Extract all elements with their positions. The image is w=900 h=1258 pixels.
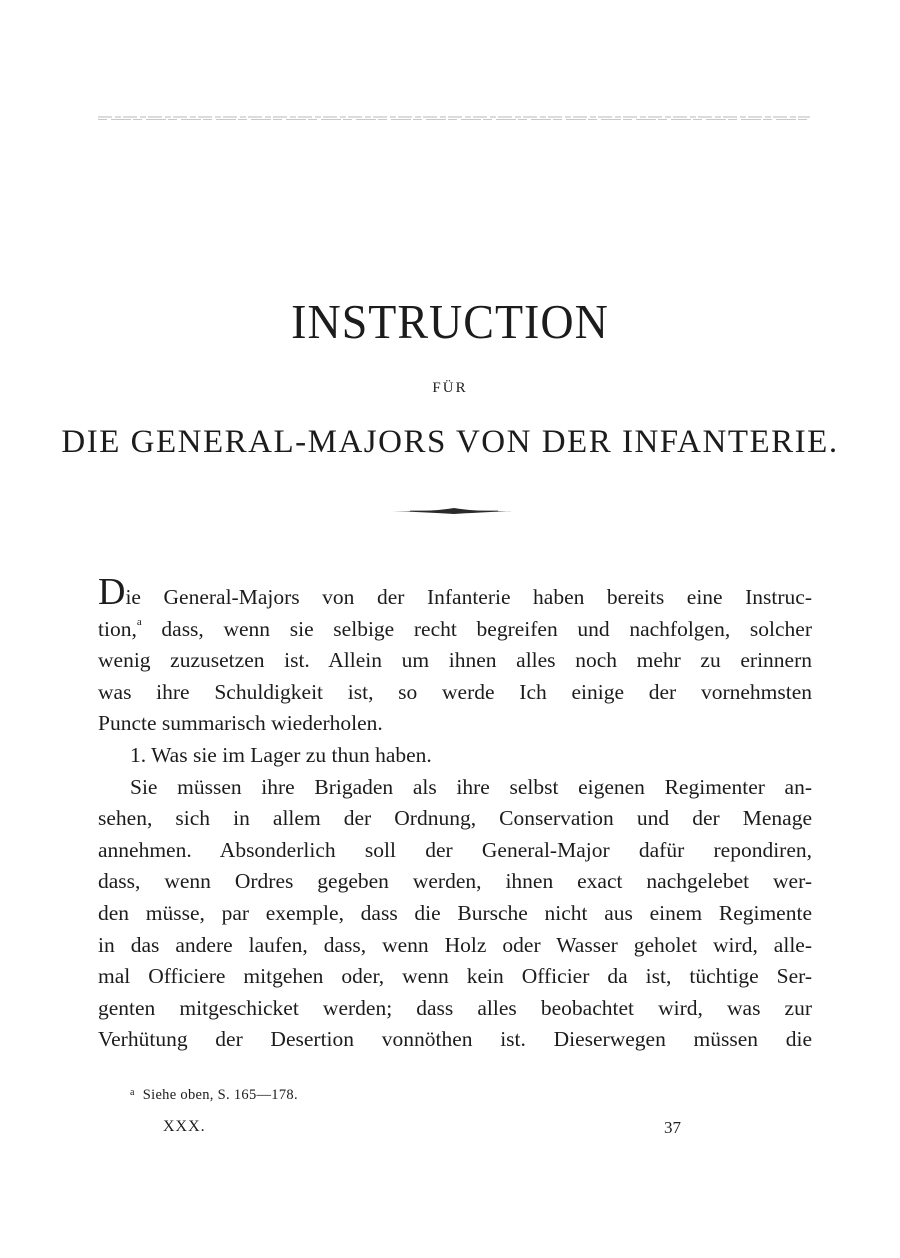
footnote-reference: a [136,616,142,629]
signature-mark: XXX. [163,1118,206,1135]
text-line: dass, wenn Ordres gegeben werden, ihnen exact nachgelebet wer- [98,869,812,894]
ornament-divider [390,506,518,516]
text-line: sehen, sich in allem der Ordnung, Conservation und der Menage [98,806,812,831]
footnote [130,1087,298,1104]
footnote-text: Siehe oben, S. 165—178. [142,1087,298,1103]
drop-cap: D [98,571,126,613]
text-line: tion,$^a$ dass, wenn sie selbige recht begreifen und nachfolgen, solcher [98,616,812,641]
text-line: mal Officiere mitgehen oder, wenn kein Officier da ist, tüchtige Ser- [98,964,812,989]
page-title: INSTRUCTION [291,294,609,349]
text-line: in das andere laufen, dass, wenn Holz oder Wasser geholet wird, alle- [98,932,812,957]
top-rule [98,116,810,121]
text-line: annehmen. Absonderlich soll der General-Major dafür repondiren, [98,837,812,862]
text-line: Puncte summarisch wiederholen. [98,711,383,736]
text-line: was ihre Schuldigkeit ist, so werde Ich einige der vornehmsten [98,679,812,704]
page-subtitle: DIE GENERAL-MAJORS VON DER INFANTERIE. [61,424,839,460]
section-heading: 1. Was sie im Lager zu thun haben. [130,742,432,767]
footnote-mark: a [130,1087,135,1098]
text-line: wenig zuzusetzen ist. Allein um ihnen alles noch mehr zu erinnern [98,648,812,673]
text-line: Sie müssen ihre Brigaden als ihre selbst eigenen Regimenter an- [130,774,812,799]
page-number: 37 [664,1118,681,1137]
text-line: Die General-Majors von der Infanterie haben bereits eine Instruc- [98,571,812,613]
title-connector: FÜR [432,380,468,396]
text-line: Verhütung der Desertion vonnöthen ist. Dieserwegen müssen die [98,1027,812,1052]
main-text [98,571,812,1056]
text-line: genten mitgeschicket werden; dass alles beobachtet wird, was zur [98,995,812,1020]
text-line: den müsse, par exemple, dass die Bursche nicht aus einem Regimente [98,900,812,925]
